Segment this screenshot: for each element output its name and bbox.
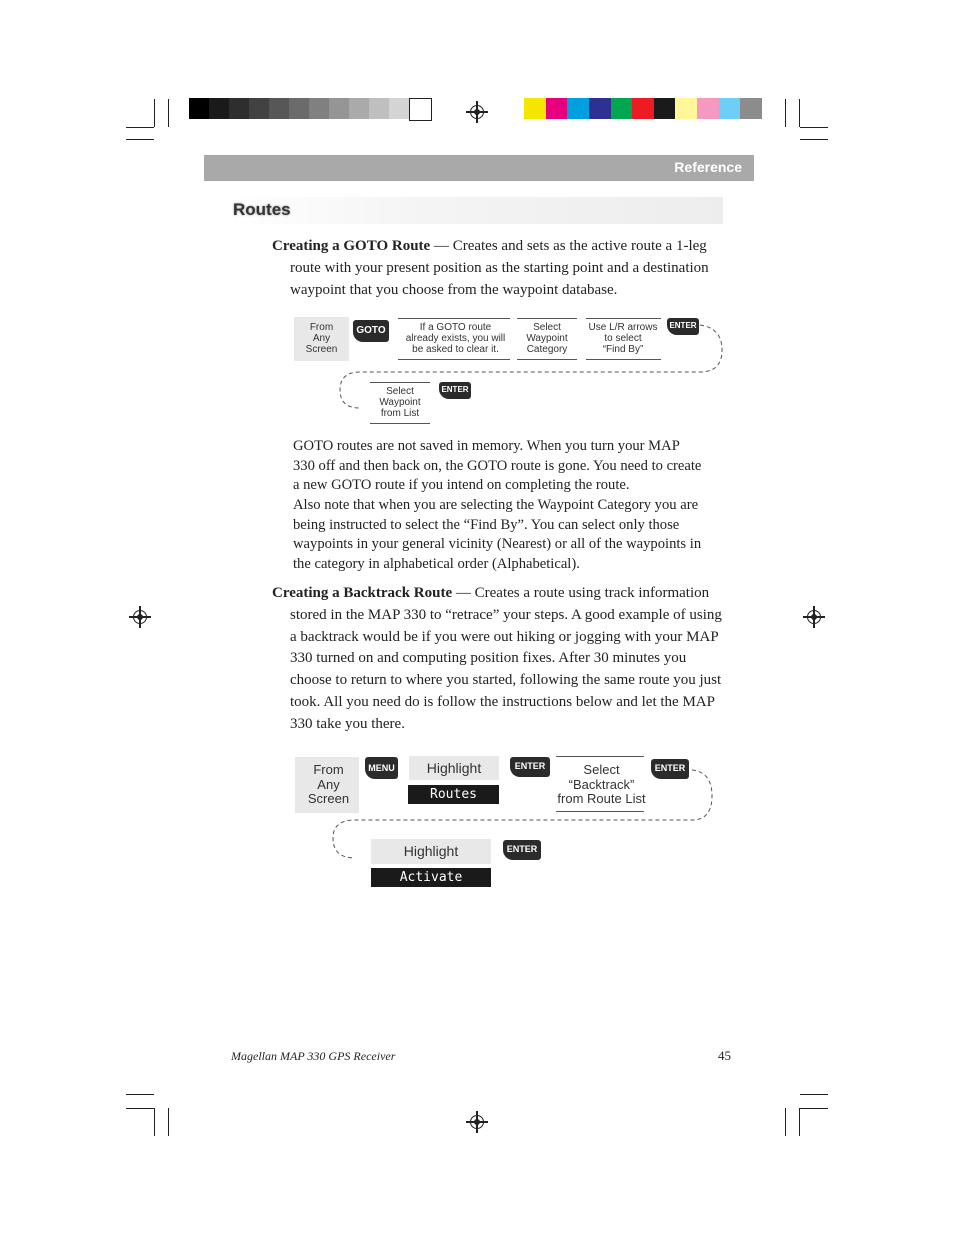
color-swatch — [524, 98, 546, 119]
enter-key: ENTER — [667, 318, 699, 335]
enter-key: ENTER — [651, 759, 689, 779]
color-swatch — [740, 98, 762, 119]
enter-key: ENTER — [439, 382, 471, 399]
gray-swatch — [229, 98, 250, 119]
backtrack-paragraph: Creating a Backtrack Route — Creates a route using track information stored in the MAP 330 to “retrace” your steps. A good example of using a backtrack would be if you were out hiking or jogging with your MAP 330 turned on and computing position fixes. After 30 minutes you choose to return to where you started, following the same route you just took. All you need do is follow the instructions below and let the MAP 330 take you there. — [272, 585, 722, 732]
crop-mark — [799, 99, 800, 127]
goto-note-memory: GOTO routes are not saved in memory. When you turn your MAP 330 off and then back on, the GOTO route is gone. You need to create a new GOTO route if you intend on completing the route. — [293, 438, 702, 493]
crop-mark — [126, 127, 154, 128]
from-any-screen-label: From Any Screen — [307, 762, 350, 806]
gray-swatch — [289, 98, 310, 119]
highlight-label: Highlight — [403, 843, 459, 859]
gray-swatch — [329, 98, 350, 119]
highlight-label: Highlight — [426, 760, 482, 776]
section-header — [204, 155, 754, 181]
crop-mark — [800, 1108, 828, 1109]
crop-mark — [800, 127, 828, 128]
page-number: 45 — [718, 1048, 731, 1063]
activate-backtrack-menu-item: Activate Backtrk — [371, 868, 491, 887]
color-swatch — [632, 98, 654, 119]
gray-swatch — [269, 98, 290, 119]
crop-mark — [126, 1108, 154, 1109]
crop-mark — [800, 139, 828, 140]
select-from-list-label: Select Waypoint from List — [379, 386, 421, 419]
color-swatch — [654, 98, 676, 119]
enter-key: ENTER — [503, 840, 541, 860]
clear-route-label: If a GOTO route already exists, you will be asked to clear it. — [405, 322, 506, 355]
footer-product: Magellan MAP 330 GPS Receiver — [231, 1049, 396, 1063]
goto-key: GOTO — [353, 320, 389, 342]
crop-mark — [168, 1108, 169, 1136]
crop-mark — [785, 1108, 786, 1136]
crop-mark — [126, 139, 154, 140]
gray-swatch — [369, 98, 390, 119]
find-by-label: Use L/R arrows to select “Find By” — [588, 322, 658, 355]
gray-swatch — [209, 98, 230, 119]
registration-mark-icon — [803, 606, 825, 628]
crop-mark — [785, 99, 786, 127]
menu-key: MENU — [365, 757, 398, 779]
from-any-screen-label: From Any Screen — [305, 322, 338, 355]
registration-mark-icon — [466, 1111, 488, 1133]
crop-mark — [154, 1108, 155, 1136]
page-title-band — [228, 197, 723, 224]
gray-swatch — [389, 98, 410, 119]
gray-swatch — [349, 98, 370, 119]
page-title: Routes — [233, 200, 291, 219]
select-category-label: Select Waypoint Category — [526, 322, 568, 355]
gray-swatch — [309, 98, 330, 119]
backtrack-heading: Creating a Backtrack Route — [272, 585, 453, 601]
enter-key: ENTER — [510, 757, 550, 777]
color-swatch — [546, 98, 568, 119]
color-swatch — [675, 98, 697, 119]
crop-mark — [799, 1108, 800, 1136]
crop-mark — [800, 1094, 828, 1095]
crop-mark — [168, 99, 169, 127]
color-swatch — [611, 98, 633, 119]
goto-paragraph: Creating a GOTO Route — Creates and sets as the active route a 1-leg route with your present position as the starting point and a destination waypoint that you choose from the waypoint database. — [272, 238, 709, 298]
section-header-label: Reference — [674, 159, 742, 175]
color-swatch — [589, 98, 611, 119]
crop-mark — [154, 99, 155, 127]
goto-heading: Creating a GOTO Route — [272, 238, 431, 254]
color-swatch — [697, 98, 719, 119]
registration-mark-icon — [129, 606, 151, 628]
select-backtrack-label: Select “Backtrack” from Route List — [557, 762, 646, 806]
registration-mark-icon — [466, 101, 488, 123]
color-swatch — [719, 98, 741, 119]
gray-swatch — [189, 98, 210, 119]
gray-swatch — [249, 98, 270, 119]
crop-mark — [126, 1094, 154, 1095]
gray-swatch — [409, 98, 432, 121]
color-swatch — [567, 98, 589, 119]
routes-menu-item: Routes — [408, 785, 499, 804]
goto-note-find-by: Also note that when you are selecting the Waypoint Category you are being instructed to select the “Find By”. You can select only those waypoints in your general vicinity (Nearest) or all of the waypoints in the category in alphabetical order (Alphabetical). — [293, 497, 702, 572]
